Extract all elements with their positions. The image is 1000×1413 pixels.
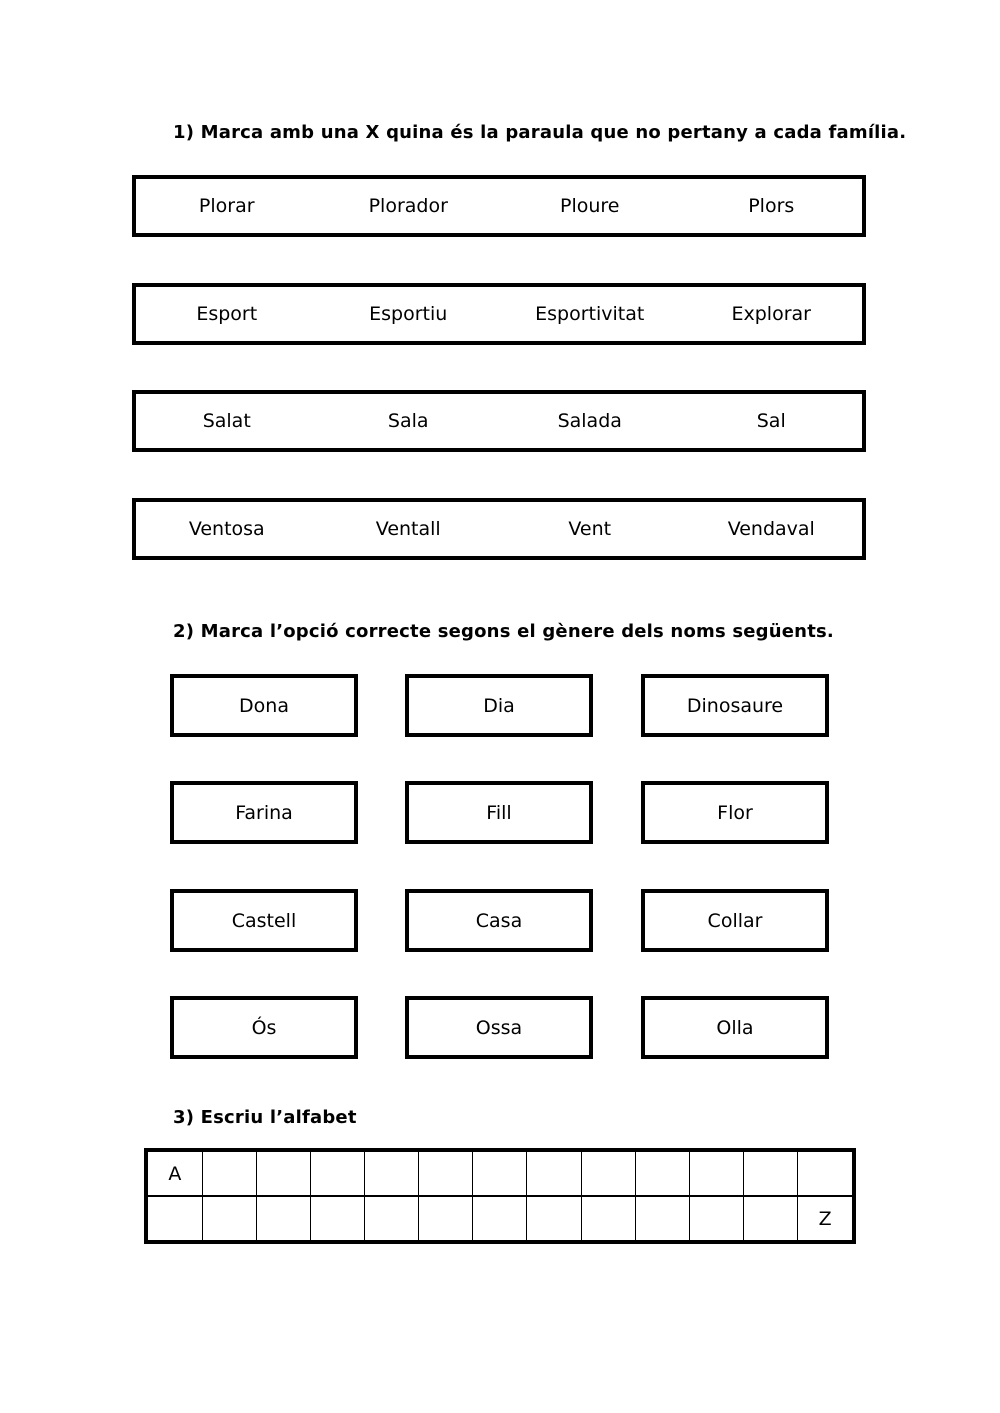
- alphabet-cell[interactable]: Z: [798, 1196, 852, 1240]
- family-word[interactable]: Esportivitat: [535, 303, 645, 325]
- noun-box[interactable]: Collar: [641, 889, 829, 952]
- alphabet-cell[interactable]: [635, 1152, 689, 1196]
- family-word[interactable]: Plors: [748, 195, 795, 217]
- family-word[interactable]: Vendaval: [727, 518, 815, 540]
- alphabet-cell[interactable]: [365, 1196, 419, 1240]
- family-row-2: [132, 283, 866, 345]
- noun-box[interactable]: Fill: [405, 781, 593, 844]
- alphabet-cell[interactable]: [419, 1152, 473, 1196]
- alphabet-cell[interactable]: [635, 1196, 689, 1240]
- family-row-1: [132, 175, 866, 237]
- family-word[interactable]: Ventosa: [188, 518, 265, 540]
- noun-box[interactable]: Farina: [170, 781, 358, 844]
- family-word[interactable]: Esport: [196, 303, 258, 325]
- noun-box[interactable]: Dinosaure: [641, 674, 829, 737]
- alphabet-cell[interactable]: [798, 1152, 852, 1196]
- alphabet-cell[interactable]: [256, 1152, 310, 1196]
- noun-box[interactable]: Ós: [170, 996, 358, 1059]
- alphabet-cell[interactable]: [581, 1196, 635, 1240]
- alphabet-cell[interactable]: [310, 1196, 364, 1240]
- family-word[interactable]: Plorar: [198, 195, 255, 217]
- family-word[interactable]: Ventall: [375, 518, 441, 540]
- noun-box[interactable]: Olla: [641, 996, 829, 1059]
- noun-box[interactable]: Dia: [405, 674, 593, 737]
- family-word[interactable]: Salat: [202, 410, 251, 432]
- family-word[interactable]: Plorador: [368, 195, 448, 217]
- family-word[interactable]: Ploure: [560, 195, 620, 217]
- alphabet-grid: [144, 1148, 856, 1244]
- alphabet-cell[interactable]: [527, 1152, 581, 1196]
- alphabet-cell[interactable]: [581, 1152, 635, 1196]
- alphabet-cell[interactable]: [202, 1196, 256, 1240]
- alphabet-cell[interactable]: [310, 1152, 364, 1196]
- alphabet-cell[interactable]: [148, 1196, 202, 1240]
- alphabet-cell[interactable]: [365, 1152, 419, 1196]
- family-row-3: [132, 390, 866, 452]
- alphabet-cell[interactable]: [473, 1196, 527, 1240]
- noun-box[interactable]: Castell: [170, 889, 358, 952]
- alphabet-cell[interactable]: [202, 1152, 256, 1196]
- alphabet-cell[interactable]: [527, 1196, 581, 1240]
- noun-box[interactable]: Casa: [405, 889, 593, 952]
- family-word[interactable]: Salada: [557, 410, 622, 432]
- noun-box[interactable]: Dona: [170, 674, 358, 737]
- family-word[interactable]: Esportiu: [369, 303, 448, 325]
- section-2-heading: 2) Marca l’opció correcte segons el gènere dels noms següents.: [173, 621, 834, 642]
- family-row-4: [132, 498, 866, 560]
- alphabet-cell[interactable]: [744, 1152, 798, 1196]
- alphabet-cell[interactable]: [473, 1152, 527, 1196]
- alphabet-cell[interactable]: [689, 1152, 743, 1196]
- noun-box[interactable]: Ossa: [405, 996, 593, 1059]
- alphabet-cell[interactable]: A: [148, 1152, 202, 1196]
- alphabet-cell[interactable]: [689, 1196, 743, 1240]
- family-word[interactable]: Vent: [568, 518, 612, 540]
- section-1-heading: 1) Marca amb una X quina és la paraula que no pertany a cada família.: [173, 122, 907, 143]
- family-word[interactable]: Sal: [756, 410, 786, 432]
- alphabet-cell[interactable]: [744, 1196, 798, 1240]
- noun-box[interactable]: Flor: [641, 781, 829, 844]
- family-word[interactable]: Explorar: [731, 303, 811, 325]
- alphabet-cell[interactable]: [256, 1196, 310, 1240]
- section-3-heading: 3) Escriu l’alfabet: [173, 1107, 357, 1128]
- family-word[interactable]: Sala: [387, 410, 429, 432]
- alphabet-cell[interactable]: [419, 1196, 473, 1240]
